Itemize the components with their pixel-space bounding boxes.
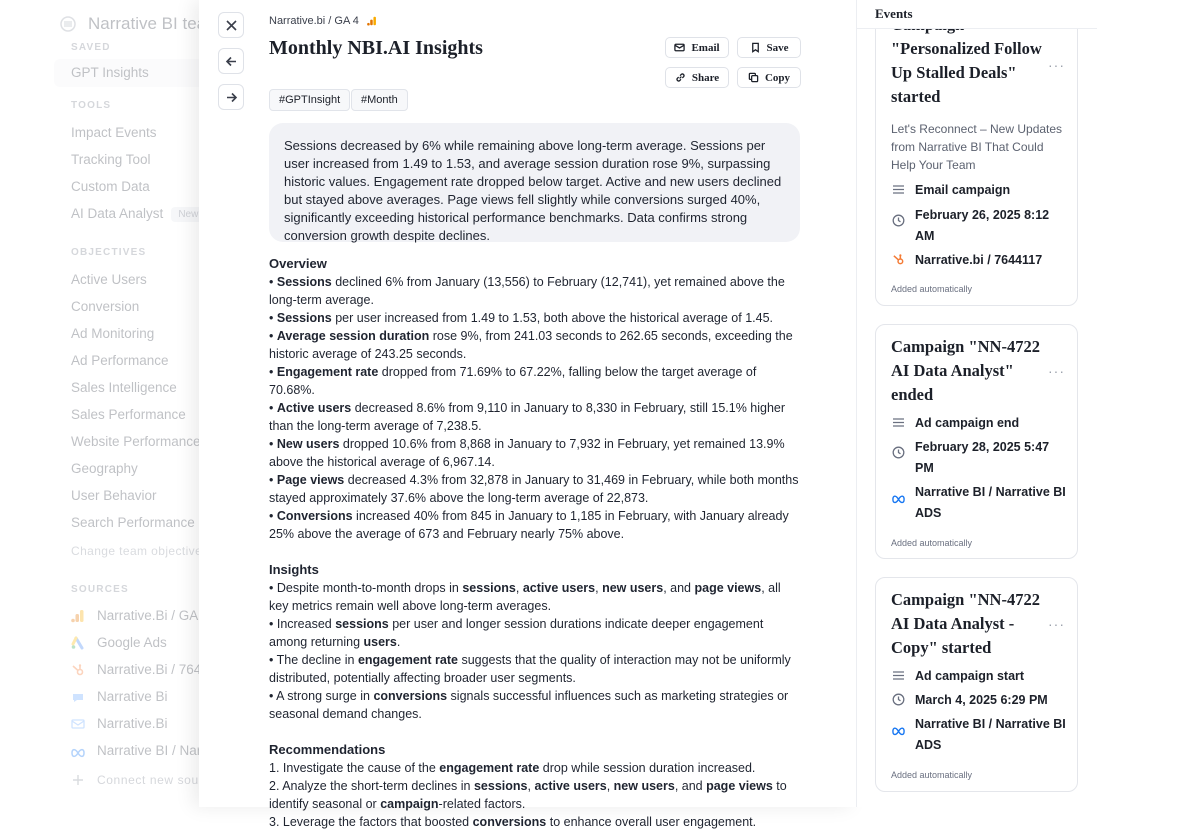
- share-label: Share: [691, 71, 720, 84]
- overview-list: [269, 273, 801, 543]
- event-source: Narrative BI / Narrative BI ADS: [915, 485, 1066, 520]
- events-heading: Events: [875, 6, 913, 21]
- event-type: Email campaign: [915, 183, 1011, 197]
- overview-item: • Engagement rate dropped from 71.69% to 67.22%, falling below the target average of 70.68%.: [269, 365, 757, 397]
- recommendation-item: 3. Leverage the factors that boosted conversions to enhance overall user engagement.: [269, 815, 757, 829]
- overview-heading: Overview: [269, 256, 327, 271]
- event-type-row: [891, 413, 1071, 434]
- copy-button[interactable]: [737, 67, 801, 88]
- event-date: March 4, 2025 6:29 PM: [915, 693, 1048, 707]
- overview-item: • Conversions increased 40% from 845 in January to 1,185 in February, with January already 25% above the average of 673 and February nearly 75% above.: [269, 509, 789, 541]
- insights-list: [269, 579, 801, 723]
- link-icon: [675, 72, 686, 83]
- event-title: "Personalized Follow Up Stalled Deals" started: [891, 39, 1042, 106]
- overview-item: • Active users decreased 8.6% from 9,110 in January to 8,330 in February, still 15.1% higher than the long-term average of 7,238.5.: [269, 401, 786, 433]
- recommendations-list: [269, 759, 801, 831]
- email-label: Email: [691, 41, 720, 54]
- save-label: Save: [766, 41, 789, 54]
- email-button[interactable]: [665, 37, 729, 58]
- event-added-note: Added automatically: [891, 538, 973, 548]
- tag-month[interactable]: #Month: [351, 89, 408, 111]
- event-type-row: [891, 666, 1071, 687]
- insights-heading: Insights: [269, 562, 319, 577]
- event-type: Ad campaign end: [915, 416, 1020, 430]
- event-added-note: Added automatically: [891, 284, 973, 294]
- ga-icon: [367, 16, 377, 26]
- clock-icon: [892, 214, 905, 227]
- hubspot-icon: [892, 253, 905, 266]
- event-date: February 26, 2025 8:12 AM: [915, 208, 1050, 243]
- event-date-row: [891, 690, 1071, 711]
- event-added-note: Added automatically: [891, 770, 973, 780]
- overview-item: • Average session duration rose 9%, from 241.03 seconds to 262.65 seconds, exceeding the historic average of 243.25 seconds.: [269, 329, 793, 361]
- event-date-row: [891, 437, 1071, 479]
- insight-item: • Despite month-to-month drops in sessions, active users, new users, and page views, all key metrics remain well above long-term averages.: [269, 581, 781, 613]
- sidebar-dim-overlay: [0, 0, 230, 807]
- event-type: Ad campaign start: [915, 669, 1025, 683]
- previous-button[interactable]: [218, 48, 244, 74]
- event-source: Narrative.bi / 7644117: [915, 253, 1043, 267]
- event-type-row: [891, 180, 1071, 201]
- arrow-left-icon: [225, 55, 238, 68]
- copy-label: Copy: [764, 71, 791, 84]
- copy-icon: [748, 72, 759, 83]
- more-icon[interactable]: ···: [1048, 363, 1065, 379]
- list-icon: [892, 669, 905, 682]
- breadcrumb-source[interactable]: Narrative.bi / GA 4: [269, 15, 359, 27]
- events-panel: [856, 0, 1096, 807]
- arrow-right-icon: [225, 91, 238, 104]
- insight-item: • A strong surge in conversions signals successful influences such as marketing strategies or seasonal demand changes.: [269, 689, 789, 721]
- meta-icon: [892, 723, 905, 736]
- sidebar: [0, 0, 230, 807]
- event-date: February 28, 2025 5:47 PM: [915, 440, 1050, 475]
- clock-icon: [892, 693, 905, 706]
- event-title: Campaign "NN-4722 AI Data Analyst - Copy" started: [891, 590, 1040, 657]
- list-icon: [892, 416, 905, 429]
- mail-icon: [674, 42, 685, 53]
- insight-item: • Increased sessions per user and longer session durations indicate deeper engagement among returning users.: [269, 617, 764, 649]
- event-source-row: [891, 250, 1071, 271]
- overview-item: • Page views decreased 4.3% from 32,878 in January to 31,469 in February, while both months stayed approximately 37.6% above the long-term average of 22,873.: [269, 473, 799, 505]
- next-button[interactable]: [218, 84, 244, 110]
- overview-item: • Sessions declined 6% from January (13,556) to February (12,741), yet remained above the long-term average.: [269, 275, 785, 307]
- list-icon: [892, 183, 905, 196]
- insight-body: [269, 255, 801, 831]
- event-title: Campaign "NN-4722 AI Data Analyst" ended: [891, 337, 1040, 404]
- share-button[interactable]: [665, 67, 729, 88]
- save-button[interactable]: [737, 37, 801, 58]
- page-title: Monthly NBI.AI Insights: [269, 37, 483, 59]
- event-card-2[interactable]: [875, 324, 1078, 559]
- recommendation-item: 1. Investigate the cause of the engagement rate drop while session duration increased.: [269, 761, 756, 775]
- close-icon: [225, 19, 238, 32]
- event-card-1[interactable]: [875, 0, 1078, 306]
- overview-item: • Sessions per user increased from 1.49 to 1.53, both above the historical average of 1.45.: [269, 311, 773, 325]
- close-button[interactable]: [218, 12, 244, 38]
- summary-box: Sessions decreased by 6% while remaining above long-term average. Sessions per user increased from 1.49 to 1.53, and average session duration rose 9%, surpassing historic values. Engagement rate dropped below target. Active and new users declined but stayed above averages. Page views fell slightly while conversions surged 40%, significantly exceeding historical performance benchmarks. Data confirms strong conversion growth despite declines.: [269, 123, 800, 242]
- recommendation-item: 2. Analyze the short-term declines in sessions, active users, new users, and page views to identify seasonal or campaign-related factors.: [269, 779, 787, 811]
- event-description: Let's Reconnect – New Updates from Narrative BI That Could Help Your Team: [891, 122, 1063, 172]
- more-icon[interactable]: ···: [1048, 57, 1065, 73]
- event-date-row: [891, 205, 1071, 247]
- overview-item: • New users dropped 10.6% from 8,868 in January to 7,932 in February, yet remained 13.9% above the historical average of 6,967.14.: [269, 437, 785, 469]
- meta-icon: [892, 491, 905, 504]
- clock-icon: [892, 446, 905, 459]
- tag-gptinsight[interactable]: #GPTInsight: [269, 89, 350, 111]
- divider: [857, 28, 1097, 29]
- breadcrumb: [269, 15, 377, 27]
- insight-item: • The decline in engagement rate suggests that the quality of interaction may not be uniformly distributed, potentially affecting broader user segments.: [269, 653, 791, 685]
- event-source-row: [891, 714, 1071, 756]
- recommendations-heading: Recommendations: [269, 742, 386, 757]
- event-card-3[interactable]: [875, 577, 1078, 792]
- event-source: Narrative BI / Narrative BI ADS: [915, 717, 1066, 752]
- insight-modal: [199, 0, 856, 829]
- event-source-row: [891, 482, 1071, 524]
- bookmark-icon: [750, 42, 761, 53]
- more-icon[interactable]: ···: [1048, 616, 1065, 632]
